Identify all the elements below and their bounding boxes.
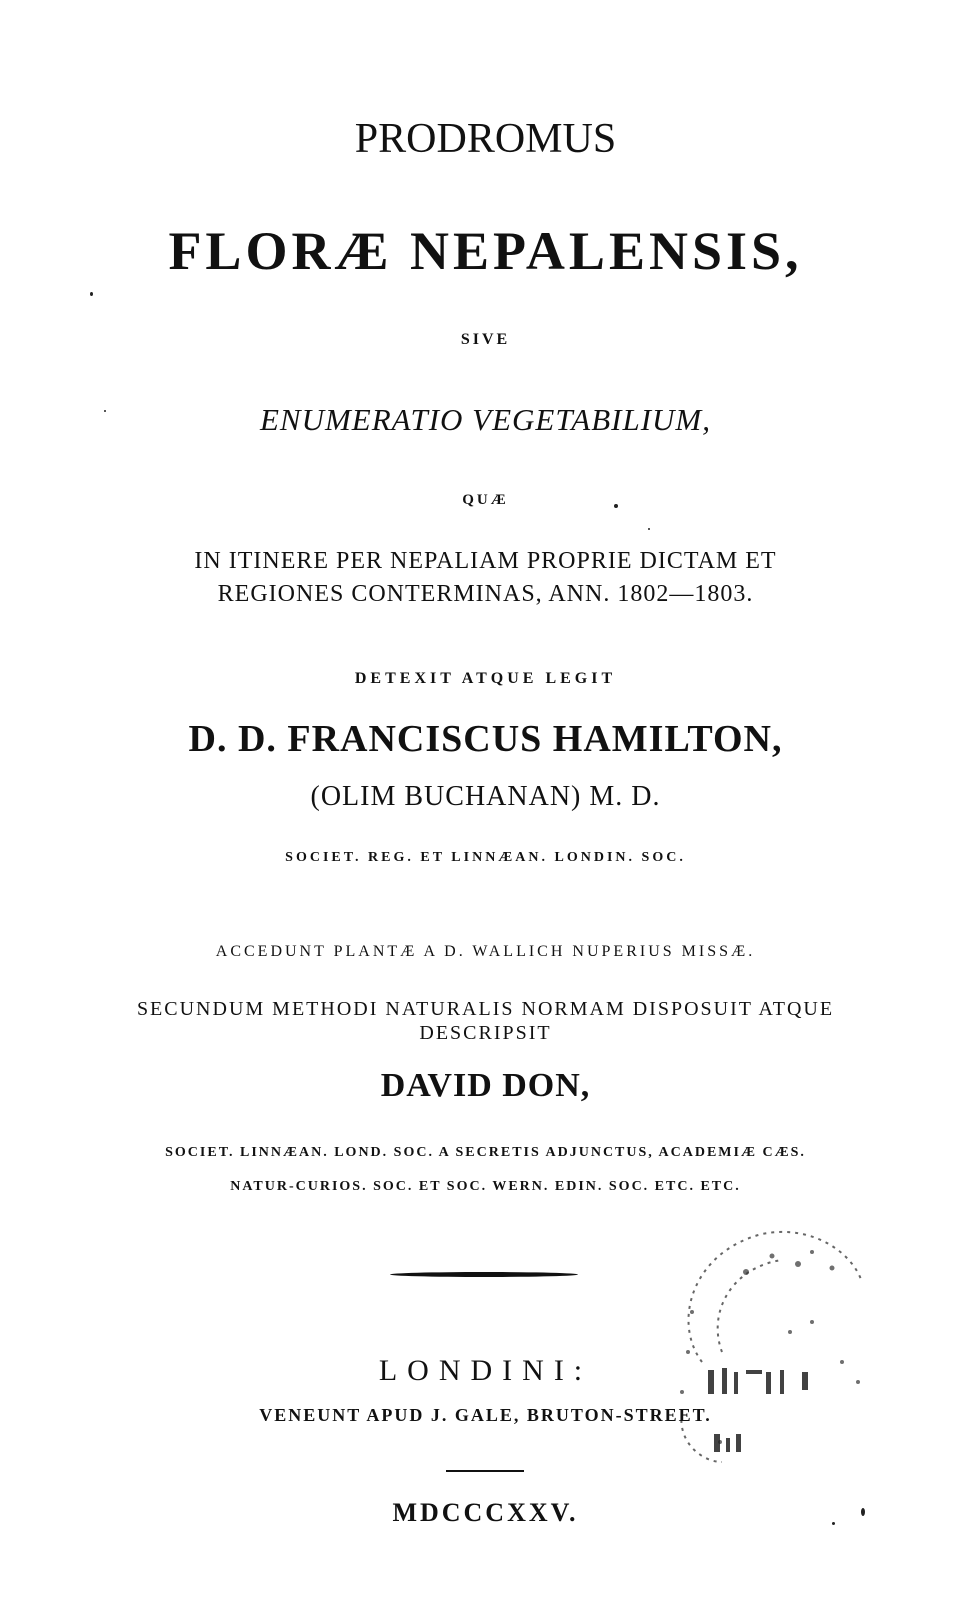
- detexit-line: DETEXIT ATQUE LEGIT: [354, 670, 617, 687]
- imprint-year: MDCCCXXV.: [392, 1498, 579, 1527]
- primary-author: D. D. FRANCISCUS HAMILTON,: [188, 718, 783, 760]
- subtitle-enumeratio: ENUMERATIO VEGETABILIUM,: [259, 402, 712, 437]
- secundum-line-2: DESCRIPSIT: [419, 1022, 552, 1044]
- imprint-place: LONDINI:: [378, 1354, 593, 1387]
- ink-speck: [648, 528, 650, 530]
- accedunt-line: ACCEDUNT PLANTÆ A D. WALLICH NUPERIUS MISSÆ.: [215, 943, 756, 960]
- ink-speck: [861, 1508, 865, 1516]
- imprint-publisher: VENEUNT APUD J. GALE, BRUTON-STREET.: [259, 1405, 712, 1425]
- secondary-author-societies-2: NATUR-CURIOS. SOC. ET SOC. WERN. EDIN. SOC. ETC. ETC.: [230, 1179, 741, 1194]
- primary-author-alias: (OLIM BUCHANAN) M. D.: [310, 781, 661, 812]
- secondary-author: DAVID DON,: [380, 1067, 591, 1104]
- ink-speck: [832, 1522, 835, 1525]
- ink-speck: [90, 292, 93, 296]
- book-title-florae: FLORÆ NEPALENSIS,: [168, 221, 803, 281]
- primary-author-societies: SOCIET. REG. ET LINNÆAN. LONDIN. SOC.: [285, 850, 686, 865]
- ink-speck: [614, 504, 618, 508]
- secundum-line-1: SECUNDUM METHODI NATURALIS NORMAM DISPOSUIT ATQUE: [136, 998, 835, 1020]
- library-stamp-icon: [662, 1212, 868, 1468]
- itinerary-line-2: REGIONES CONTERMINAS, ANN. 1802—1803.: [217, 581, 754, 607]
- imprint-rule: [446, 1470, 524, 1472]
- itinerary-line-1: IN ITINERE PER NEPALIAM PROPRIE DICTAM ET: [194, 548, 777, 574]
- conjunction-sive: SIVE: [460, 331, 511, 348]
- secondary-author-societies-1: SOCIET. LINNÆAN. LOND. SOC. A SECRETIS ADJUNCTUS, ACADEMIÆ CÆS.: [165, 1145, 806, 1160]
- ink-speck: [104, 410, 106, 412]
- ornamental-rule: [390, 1272, 578, 1277]
- relative-quae: QUÆ: [462, 492, 509, 508]
- book-title-prodromus: PRODROMUS: [354, 116, 617, 162]
